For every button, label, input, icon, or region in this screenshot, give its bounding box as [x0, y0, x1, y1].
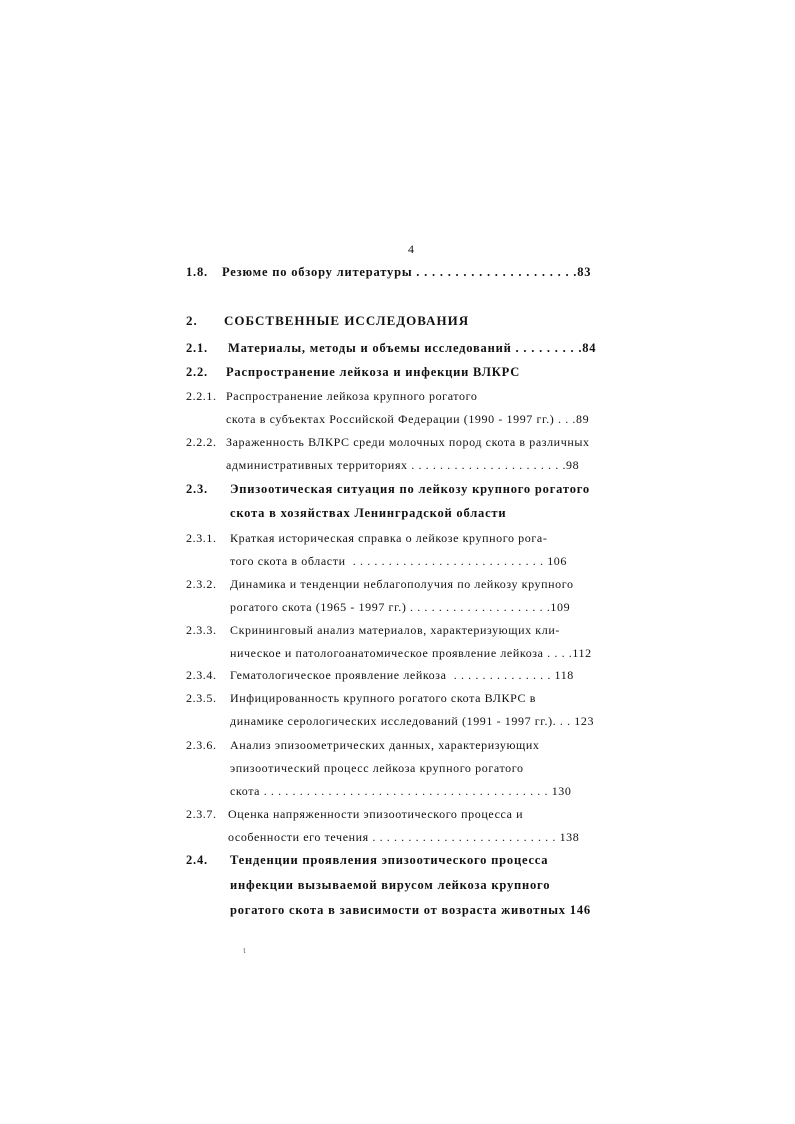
- toc-entry-number: 2.3.3.: [186, 623, 217, 637]
- toc-entry-number: 2.3.1.: [186, 531, 217, 545]
- toc-entry-line: Зараженность ВЛКРС среди молочных пород скота в различных: [226, 435, 590, 449]
- toc-entry-line: Оценка напряженности эпизоотического процесса и: [228, 807, 524, 821]
- toc-entry-line: Скрининговый анализ материалов, характеризующих кли-: [230, 623, 560, 637]
- toc-entry-line: Резюме по обзору литературы . . . . . . . . . . . . . . . . . . . . .83: [222, 265, 592, 279]
- toc-entry-line: динамике серологических исследований (1991 - 1997 гг.). . . 123: [230, 714, 595, 728]
- toc-entry-line: Анализ эпизоометрических данных, характеризующих: [230, 738, 540, 752]
- toc-entry-number: 2.3.7.: [186, 807, 217, 821]
- toc-entry-line: того скота в области . . . . . . . . . . . . . . . . . . . . . . . . . . . 106: [230, 554, 567, 568]
- scan-speck: ɩ: [243, 945, 246, 956]
- toc-entry-line: ническое и патологоанатомическое проявление лейкоза . . . .112: [230, 646, 592, 660]
- toc-entry-number: 2.3.6.: [186, 738, 217, 752]
- toc-entry-number: 2.3.4.: [186, 668, 217, 682]
- toc-entry-line: Инфицированность крупного рогатого скота ВЛКРС в: [230, 691, 537, 705]
- toc-entry-number: 2.2.2.: [186, 435, 217, 449]
- toc-entry-line: скота в субъектах Российской Федерации (1990 - 1997 гг.) . . .89: [226, 412, 590, 426]
- toc-entry-number: 1.8.: [186, 265, 208, 279]
- page-number: 4: [408, 242, 415, 256]
- toc-entry-line: Распространение лейкоза крупного рогатого: [226, 389, 478, 403]
- toc-entry-number: 2.: [186, 313, 198, 328]
- toc-entry-number: 2.1.: [186, 341, 208, 355]
- toc-entry-line: Материалы, методы и объемы исследований . . . . . . . . .84: [228, 341, 597, 355]
- toc-entry-line: Эпизоотическая ситуация по лейкозу крупного рогатого: [230, 482, 590, 496]
- toc-entry-line: Гематологическое проявление лейкоза . . . . . . . . . . . . . . 118: [230, 668, 574, 682]
- toc-entry-number: 2.3.5.: [186, 691, 217, 705]
- toc-entry-number: 2.2.1.: [186, 389, 217, 403]
- toc-entry-number: 2.3.2.: [186, 577, 217, 591]
- toc-entry-line: особенности его течения . . . . . . . . . . . . . . . . . . . . . . . . . . 138: [228, 830, 580, 844]
- toc-entry-line: Распространение лейкоза и инфекции ВЛКРС: [226, 365, 521, 379]
- toc-entry-line: скота в хозяйствах Ленинградской области: [230, 506, 507, 520]
- toc-entry-line: инфекции вызываемой вирусом лейкоза крупного: [230, 878, 551, 892]
- toc-entry-line: Динамика и тенденции неблагополучия по лейкозу крупного: [230, 577, 574, 591]
- toc-entry-number: 2.4.: [186, 853, 208, 867]
- toc-entry-line: административных территориях . . . . . . . . . . . . . . . . . . . . . .98: [226, 458, 580, 472]
- toc-entry-line: Тенденции проявления эпизоотического процесса: [230, 853, 549, 867]
- toc-entry-line: СОБСТВЕННЫЕ ИССЛЕДОВАНИЯ: [224, 313, 470, 328]
- toc-entry-number: 2.3.: [186, 482, 208, 496]
- toc-entry-line: рогатого скота (1965 - 1997 гг.) . . . . . . . . . . . . . . . . . . . .109: [230, 600, 571, 614]
- toc-entry-line: скота . . . . . . . . . . . . . . . . . . . . . . . . . . . . . . . . . . . . . . . . 130: [230, 784, 572, 798]
- toc-entry-number: 2.2.: [186, 365, 208, 379]
- toc-entry-line: Краткая историческая справка о лейкозе крупного рога-: [230, 531, 548, 545]
- toc-entry-line: эпизоотический процесс лейкоза крупного рогатого: [230, 761, 524, 775]
- toc-entry-line: рогатого скота в зависимости от возраста животных 146: [230, 903, 591, 917]
